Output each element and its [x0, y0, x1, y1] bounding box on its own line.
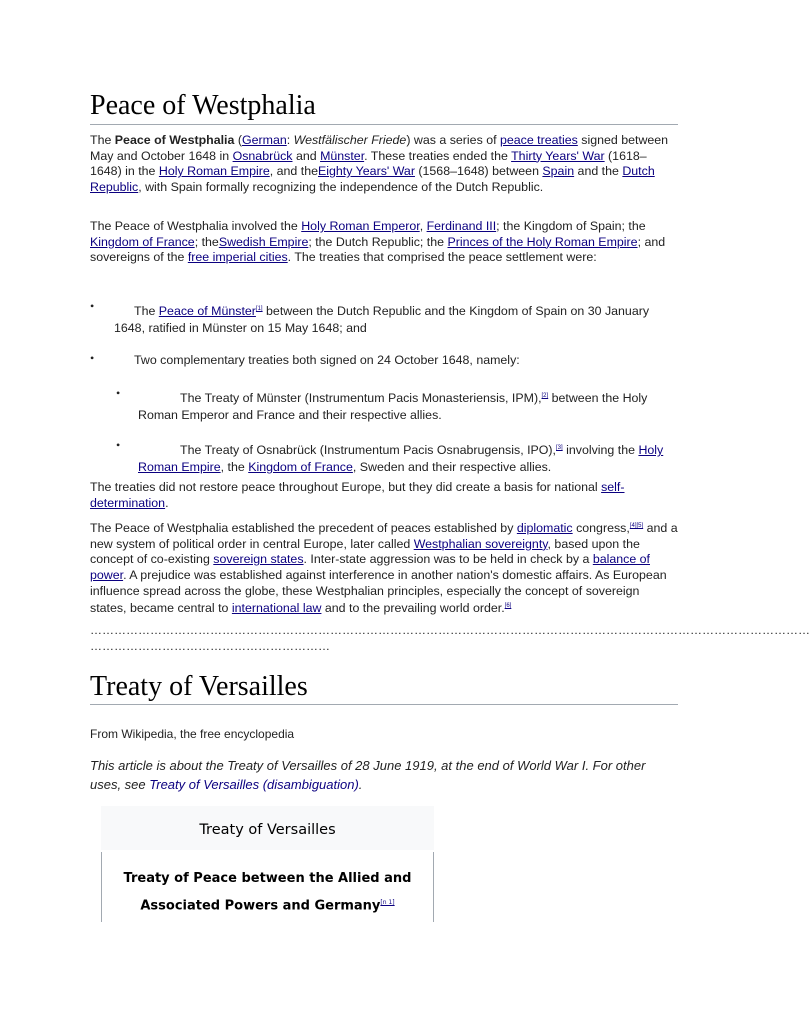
infobox	[101, 806, 434, 922]
link-holy-roman-empire[interactable]: Holy Roman Empire	[138, 443, 664, 475]
link-ferdinand-iii[interactable]: Ferdinand III	[426, 219, 497, 233]
link-princes-hre[interactable]: Princes of the Holy Roman Empire	[447, 234, 638, 249]
infobox-subtitle	[101, 852, 434, 922]
citation-ref[interactable]: [6]	[504, 603, 512, 610]
link-international-law[interactable]: international law	[231, 601, 322, 616]
citation-ref[interactable]: [n 1]	[380, 899, 395, 906]
text: congress,	[572, 521, 630, 536]
text: , Sweden and their respective allies.	[352, 460, 552, 475]
text: The Treaty of Münster (Instrumentum Pacis Monasteriensis, IPM),	[180, 391, 542, 406]
text: . Inter-state aggression was to be held in check by a	[303, 552, 593, 567]
text: . A prejudice was established against interference in another nation's domestic affairs. As European influence spread across the globe, these Westphalian principles, especially the concept of sovereign states, became central to	[90, 567, 667, 616]
link-peace-treaties[interactable]: peace treaties	[499, 133, 578, 147]
link-free-imperial-cities[interactable]: free imperial cities	[187, 250, 288, 265]
text: ; the Dutch Republic; the	[308, 234, 448, 249]
list-item-treaty-munster	[138, 388, 678, 424]
text: The treaties did not restore peace throughout Europe, but they did create a basis for national	[90, 480, 602, 494]
infobox-title: Treaty of Versailles	[101, 806, 434, 850]
title-underline	[90, 704, 678, 705]
bullet-marker: •	[90, 299, 95, 313]
text: The	[134, 304, 159, 319]
text: ) was a series of	[406, 133, 500, 147]
dotted-separator: ……………………………………………………	[90, 639, 330, 653]
link-self-determination[interactable]: self-determination	[90, 480, 625, 510]
text: involving the	[562, 443, 639, 458]
text: between the Holy Roman Emperor and France and their respective allies.	[138, 391, 648, 423]
text: and a new system of political order in central Europe, later called	[90, 521, 678, 551]
title-underline	[90, 124, 678, 125]
text: :	[286, 133, 294, 147]
text: ,	[419, 219, 427, 233]
text: ; the Kingdom of Spain; the	[496, 219, 646, 233]
link-munster[interactable]: Münster	[320, 148, 365, 163]
bullet-marker: •	[90, 351, 95, 365]
text: and	[292, 148, 321, 163]
link-osnabruck[interactable]: Osnabrück	[232, 148, 293, 163]
list-item-peace-munster	[114, 301, 674, 337]
site-sub: From Wikipedia, the free encyclopedia	[90, 727, 295, 741]
paragraph-parties	[90, 219, 678, 266]
paragraph-intro	[90, 133, 678, 195]
link-sovereign-states[interactable]: sovereign states	[213, 552, 304, 567]
list-item-complementary: Two complementary treaties both signed on 24 October 1648, namely:	[134, 353, 520, 367]
link-disambiguation[interactable]: Treaty of Versailles (disambiguation)	[149, 777, 359, 792]
link-holy-roman-empire[interactable]: Holy Roman Empire	[158, 164, 270, 179]
link-thirty-years-war[interactable]: Thirty Years' War	[511, 148, 605, 163]
link-german[interactable]: German	[241, 133, 287, 147]
text: , and the	[269, 164, 318, 179]
text: between the Dutch Republic and the Kingdom of Spain on 30 January 1648, ratified in Münster on 15 May 1648; and	[114, 304, 650, 336]
link-swedish-empire[interactable]: Swedish Empire	[218, 234, 309, 249]
paragraph-precedent	[90, 519, 678, 617]
link-peace-of-munster[interactable]: Peace of Münster	[158, 304, 256, 319]
text: The Treaty of Osnabrück (Instrumentum Pacis Osnabrugensis, IPO),	[180, 443, 556, 458]
text: , with Spain formally recognizing the independence of the Dutch Republic.	[138, 179, 544, 194]
list-item-treaty-osnabruck	[138, 440, 678, 476]
text: The	[90, 133, 115, 147]
link-balance-of-power[interactable]: balance of power	[90, 552, 650, 582]
link-diplomatic[interactable]: diplomatic	[516, 521, 573, 536]
text: , the	[220, 460, 249, 475]
link-eighty-years-war[interactable]: Eighty Years' War	[318, 164, 415, 179]
bullet-marker: •	[116, 386, 121, 400]
article-title-westphalia: Peace of Westphalia	[90, 90, 316, 121]
citation-ref[interactable]: [5]	[636, 523, 644, 529]
text: , based upon the concept of co-existing	[90, 536, 640, 567]
link-spain[interactable]: Spain	[542, 164, 575, 179]
hatnote	[90, 756, 678, 794]
link-kingdom-of-france[interactable]: Kingdom of France	[248, 460, 353, 475]
text: ; the	[194, 234, 219, 249]
paragraph-self-determination	[90, 480, 678, 511]
text: The Peace of Westphalia established the precedent of peaces established by	[90, 521, 517, 536]
text: The Peace of Westphalia involved the	[90, 219, 302, 233]
text: (1618–1648) in the	[90, 148, 647, 179]
citation-ref[interactable]: [1]	[255, 306, 263, 312]
infobox-subtitle-text	[102, 852, 433, 918]
bullet-marker: •	[116, 438, 121, 452]
dotted-separator: ………………………………………………………………………………………………………………………………………………………………	[90, 623, 810, 637]
text: .	[358, 777, 363, 792]
text: and the	[574, 164, 623, 179]
italic-term: Westfälischer Friede	[293, 133, 407, 147]
bold-term: Peace of Westphalia	[114, 133, 235, 147]
link-kingdom-of-france[interactable]: Kingdom of France	[90, 234, 195, 249]
text: . The treaties that comprised the peace settlement were:	[287, 250, 597, 265]
text: This article is about the Treaty of Versailles of 28 June 1919, at the end of World War I. For other uses, see	[90, 758, 646, 792]
link-westphalian-sovereignty[interactable]: Westphalian sovereignty	[413, 536, 548, 551]
link-holy-roman-emperor[interactable]: Holy Roman Emperor	[301, 219, 420, 233]
text: . These treaties ended the	[364, 148, 512, 163]
text: Treaty of Peace between the Allied and Associated Powers and Germany	[123, 871, 412, 914]
text: (1568–1648) between	[414, 164, 543, 179]
text: .	[165, 495, 169, 510]
text: signed between May and October 1648 in	[90, 133, 669, 163]
citation-ref[interactable]: [3]	[556, 445, 563, 451]
citation-ref[interactable]: [2]	[541, 393, 549, 399]
text: (	[234, 133, 242, 147]
text: and to the prevailing world order.	[321, 601, 505, 616]
citation-ref[interactable]: [4]	[629, 523, 637, 529]
link-dutch-republic[interactable]: Dutch Republic	[90, 164, 655, 194]
text: ; and sovereigns of the	[90, 234, 666, 265]
article-title-versailles: Treaty of Versailles	[90, 671, 308, 702]
